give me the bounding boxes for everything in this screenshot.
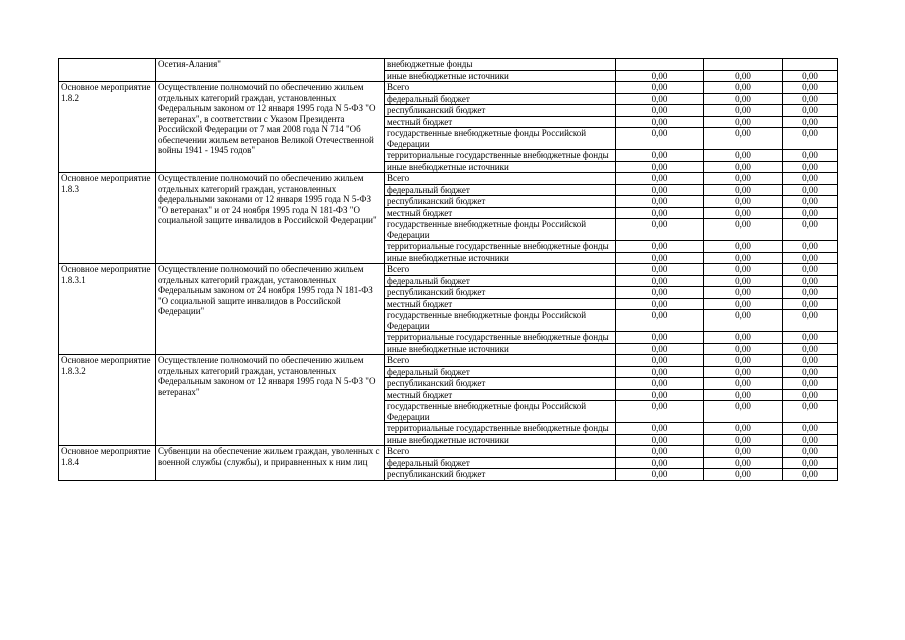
funding-source-cell: иные внебюджетные источники — [385, 434, 616, 446]
funding-source-cell: иные внебюджетные источники — [385, 343, 616, 355]
amount-cell: 0,00 — [616, 196, 704, 208]
amount-cell: 0,00 — [616, 298, 704, 310]
amount-cell: 0,00 — [704, 401, 783, 423]
amount-cell: 0,00 — [783, 128, 838, 150]
funding-source-cell: местный бюджет — [385, 389, 616, 401]
funding-source-cell: республиканский бюджет — [385, 287, 616, 299]
amount-cell: 0,00 — [616, 173, 704, 185]
amount-cell: 0,00 — [704, 389, 783, 401]
amount-cell: 0,00 — [616, 184, 704, 196]
amount-cell: 0,00 — [783, 275, 838, 287]
activity-code-cell: Основное мероприятие 1.8.2 — [59, 82, 156, 173]
amount-cell: 0,00 — [704, 93, 783, 105]
amount-cell: 0,00 — [704, 332, 783, 344]
amount-cell: 0,00 — [783, 423, 838, 435]
activity-description-cell: Осуществление полномочий по обеспечению жильем отдельных категорий граждан, установленных Федеральным законом от 12 января 1995 года N 5-ФЗ "О ветеранах", в соответствии с Указом Президента Российской Федерации от 7 мая 2008 года N 714 "Об обеспечении жильем ветеранов Великой Отечественной войны 1941 - 1945 годов" — [156, 82, 385, 173]
amount-cell: 0,00 — [616, 161, 704, 173]
funding-source-cell: республиканский бюджет — [385, 105, 616, 117]
amount-cell: 0,00 — [616, 310, 704, 332]
amount-cell — [704, 59, 783, 71]
amount-cell: 0,00 — [704, 343, 783, 355]
funding-source-cell: федеральный бюджет — [385, 275, 616, 287]
amount-cell: 0,00 — [616, 105, 704, 117]
funding-table — [58, 58, 838, 481]
amount-cell: 0,00 — [616, 116, 704, 128]
amount-cell: 0,00 — [704, 150, 783, 162]
amount-cell: 0,00 — [783, 105, 838, 117]
amount-cell: 0,00 — [616, 332, 704, 344]
table-row — [59, 173, 838, 185]
amount-cell: 0,00 — [704, 116, 783, 128]
activity-description-cell: Осуществление полномочий по обеспечению жильем отдельных категорий граждан, установленных Федеральным законом от 12 января 1995 года N 5-ФЗ "О ветеранах" — [156, 355, 385, 446]
funding-source-cell: территориальные государственные внебюджетные фонды — [385, 241, 616, 253]
table-row — [59, 446, 838, 458]
funding-source-cell: внебюджетные фонды — [385, 59, 616, 71]
amount-cell: 0,00 — [704, 355, 783, 367]
activity-code-cell: Основное мероприятие 1.8.3 — [59, 173, 156, 264]
amount-cell: 0,00 — [616, 446, 704, 458]
funding-source-cell: местный бюджет — [385, 298, 616, 310]
amount-cell: 0,00 — [616, 252, 704, 264]
amount-cell: 0,00 — [783, 241, 838, 253]
amount-cell: 0,00 — [616, 219, 704, 241]
amount-cell: 0,00 — [704, 128, 783, 150]
funding-source-cell: государственные внебюджетные фонды Российской Федерации — [385, 310, 616, 332]
amount-cell: 0,00 — [783, 310, 838, 332]
amount-cell: 0,00 — [704, 173, 783, 185]
amount-cell: 0,00 — [783, 116, 838, 128]
amount-cell: 0,00 — [783, 366, 838, 378]
amount-cell: 0,00 — [704, 70, 783, 82]
funding-source-cell: Всего — [385, 446, 616, 458]
amount-cell: 0,00 — [704, 275, 783, 287]
table-row — [59, 355, 838, 367]
amount-cell: 0,00 — [783, 70, 838, 82]
amount-cell: 0,00 — [704, 287, 783, 299]
amount-cell: 0,00 — [704, 82, 783, 94]
funding-source-cell: Всего — [385, 82, 616, 94]
amount-cell: 0,00 — [783, 173, 838, 185]
table-row — [59, 82, 838, 94]
amount-cell: 0,00 — [704, 378, 783, 390]
amount-cell: 0,00 — [783, 161, 838, 173]
amount-cell: 0,00 — [704, 241, 783, 253]
amount-cell: 0,00 — [783, 343, 838, 355]
amount-cell: 0,00 — [616, 207, 704, 219]
funding-source-cell: Всего — [385, 264, 616, 276]
funding-source-cell: местный бюджет — [385, 207, 616, 219]
amount-cell: 0,00 — [616, 70, 704, 82]
amount-cell: 0,00 — [616, 401, 704, 423]
amount-cell: 0,00 — [616, 355, 704, 367]
funding-source-cell: республиканский бюджет — [385, 469, 616, 481]
activity-description-cell: Субвенции на обеспечение жильем граждан, уволенных с военной службы (службы), и приравненных к ним лиц — [156, 446, 385, 481]
amount-cell: 0,00 — [704, 252, 783, 264]
amount-cell: 0,00 — [783, 378, 838, 390]
activity-code-cell: Основное мероприятие 1.8.3.1 — [59, 264, 156, 355]
funding-source-cell: территориальные государственные внебюджетные фонды — [385, 150, 616, 162]
funding-source-cell: местный бюджет — [385, 116, 616, 128]
amount-cell: 0,00 — [616, 287, 704, 299]
amount-cell: 0,00 — [616, 343, 704, 355]
amount-cell: 0,00 — [783, 434, 838, 446]
amount-cell: 0,00 — [616, 434, 704, 446]
funding-source-cell: территориальные государственные внебюджетные фонды — [385, 332, 616, 344]
funding-source-cell: государственные внебюджетные фонды Российской Федерации — [385, 401, 616, 423]
amount-cell: 0,00 — [783, 355, 838, 367]
table-row — [59, 59, 838, 71]
amount-cell: 0,00 — [616, 241, 704, 253]
activity-description-cell: Осуществление полномочий по обеспечению жильем отдельных категорий граждан, установленных Федеральным законом от 24 ноября 1995 года N 181-ФЗ "О социальной защите инвалидов в Российской Федерации" — [156, 264, 385, 355]
table-row — [59, 264, 838, 276]
amount-cell — [783, 59, 838, 71]
amount-cell: 0,00 — [616, 82, 704, 94]
amount-cell: 0,00 — [783, 252, 838, 264]
amount-cell: 0,00 — [783, 207, 838, 219]
activity-code-cell — [59, 59, 156, 82]
amount-cell: 0,00 — [616, 378, 704, 390]
amount-cell: 0,00 — [783, 219, 838, 241]
funding-source-cell: государственные внебюджетные фонды Российской Федерации — [385, 219, 616, 241]
amount-cell: 0,00 — [783, 298, 838, 310]
amount-cell: 0,00 — [783, 389, 838, 401]
amount-cell: 0,00 — [704, 184, 783, 196]
amount-cell: 0,00 — [616, 423, 704, 435]
funding-source-cell: федеральный бюджет — [385, 366, 616, 378]
amount-cell: 0,00 — [616, 93, 704, 105]
funding-source-cell: федеральный бюджет — [385, 184, 616, 196]
funding-source-cell: территориальные государственные внебюджетные фонды — [385, 423, 616, 435]
amount-cell: 0,00 — [616, 264, 704, 276]
amount-cell: 0,00 — [783, 184, 838, 196]
amount-cell: 0,00 — [616, 457, 704, 469]
funding-table-body — [59, 59, 838, 481]
amount-cell: 0,00 — [616, 275, 704, 287]
amount-cell: 0,00 — [704, 219, 783, 241]
funding-source-cell: Всего — [385, 355, 616, 367]
funding-source-cell: Всего — [385, 173, 616, 185]
funding-source-cell: иные внебюджетные источники — [385, 70, 616, 82]
amount-cell: 0,00 — [783, 150, 838, 162]
funding-source-cell: республиканский бюджет — [385, 378, 616, 390]
funding-source-cell: федеральный бюджет — [385, 457, 616, 469]
amount-cell: 0,00 — [704, 434, 783, 446]
amount-cell: 0,00 — [783, 93, 838, 105]
amount-cell: 0,00 — [783, 82, 838, 94]
amount-cell: 0,00 — [704, 105, 783, 117]
funding-source-cell: республиканский бюджет — [385, 196, 616, 208]
amount-cell: 0,00 — [783, 287, 838, 299]
amount-cell: 0,00 — [783, 332, 838, 344]
amount-cell: 0,00 — [783, 446, 838, 458]
amount-cell: 0,00 — [616, 128, 704, 150]
funding-source-cell: иные внебюджетные источники — [385, 161, 616, 173]
amount-cell: 0,00 — [704, 196, 783, 208]
amount-cell: 0,00 — [616, 366, 704, 378]
activity-description-cell: Осетия-Алания" — [156, 59, 385, 82]
amount-cell — [616, 59, 704, 71]
amount-cell: 0,00 — [704, 161, 783, 173]
amount-cell: 0,00 — [704, 298, 783, 310]
activity-code-cell: Основное мероприятие 1.8.4 — [59, 446, 156, 481]
amount-cell: 0,00 — [704, 446, 783, 458]
amount-cell: 0,00 — [783, 401, 838, 423]
amount-cell: 0,00 — [704, 469, 783, 481]
funding-source-cell: государственные внебюджетные фонды Российской Федерации — [385, 128, 616, 150]
activity-code-cell: Основное мероприятие 1.8.3.2 — [59, 355, 156, 446]
funding-source-cell: иные внебюджетные источники — [385, 252, 616, 264]
amount-cell: 0,00 — [616, 150, 704, 162]
amount-cell: 0,00 — [704, 207, 783, 219]
amount-cell: 0,00 — [704, 310, 783, 332]
amount-cell: 0,00 — [704, 457, 783, 469]
amount-cell: 0,00 — [783, 196, 838, 208]
amount-cell: 0,00 — [783, 264, 838, 276]
amount-cell: 0,00 — [704, 366, 783, 378]
amount-cell: 0,00 — [783, 457, 838, 469]
amount-cell: 0,00 — [704, 264, 783, 276]
amount-cell: 0,00 — [616, 469, 704, 481]
activity-description-cell: Осуществление полномочий по обеспечению жильем отдельных категорий граждан, установленных федеральными законами от 12 января 1995 года N 5-ФЗ "О ветеранах" и от 24 ноября 1995 года N 181-ФЗ "О социальной защите инвалидов в Российской Федерации" — [156, 173, 385, 264]
funding-source-cell: федеральный бюджет — [385, 93, 616, 105]
amount-cell: 0,00 — [783, 469, 838, 481]
amount-cell: 0,00 — [704, 423, 783, 435]
amount-cell: 0,00 — [616, 389, 704, 401]
